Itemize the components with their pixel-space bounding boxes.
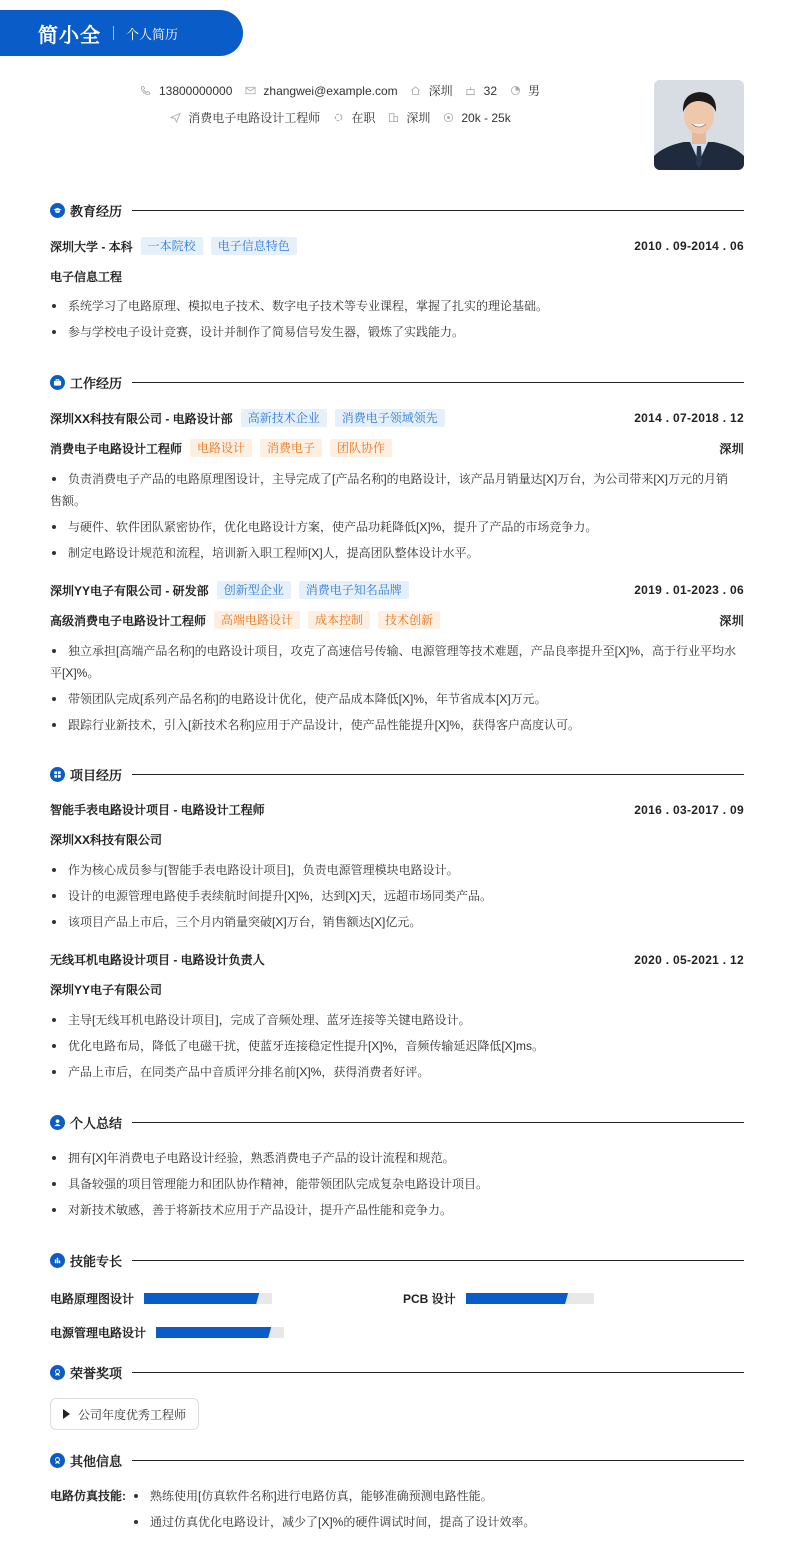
- contact-email: zhangwei@example.com: [244, 84, 397, 98]
- skill-bar: [156, 1327, 284, 1338]
- work-city: 深圳: [719, 441, 744, 456]
- school-name: 深圳大学 - 本科: [50, 239, 133, 254]
- section-education: 教育经历: [50, 201, 744, 220]
- section-summary: 个人总结: [50, 1113, 744, 1132]
- company-tag: 创新型企业: [217, 581, 291, 599]
- company-name: 深圳YY电子有限公司 - 研发部: [50, 583, 209, 598]
- project-1-company: [50, 831, 744, 848]
- section-divider: [132, 1122, 744, 1123]
- contact-gender: 男: [509, 82, 540, 99]
- work-2-bullets: [50, 638, 744, 738]
- project-2-header: [50, 951, 744, 968]
- education-header: [50, 237, 744, 255]
- contact-salary: 20k - 25k: [442, 111, 510, 125]
- section-divider: [132, 1460, 744, 1461]
- project-company: 深圳XX科技有限公司: [50, 833, 163, 847]
- other-label: 电路仿真技能:: [50, 1489, 126, 1503]
- work-2-header: [50, 581, 744, 599]
- briefcase-icon: [50, 375, 65, 390]
- education-bullets: [50, 293, 744, 345]
- list-item: 作为核心成员参与[智能手表电路设计项目]，负责电源管理模块电路设计。: [50, 857, 744, 883]
- award-icon: [50, 1365, 65, 1380]
- building-icon: [387, 112, 399, 124]
- skill-item: [403, 1290, 594, 1307]
- list-item: 主导[无线耳机电路设计项目]，完成了音频处理、蓝牙连接等关键电路设计。: [50, 1007, 744, 1033]
- bar-chart-icon: [50, 1253, 65, 1268]
- contact-work-city: 深圳: [387, 109, 430, 126]
- list-item: 产品上市后，在同类产品中音质评分排名前[X]%，获得消费者好评。: [50, 1059, 744, 1085]
- skill-bar: [466, 1293, 594, 1304]
- skill-bar: [144, 1293, 272, 1304]
- education-dates: 2010 . 09-2014 . 06: [634, 239, 744, 253]
- work-1-role: [50, 439, 744, 457]
- project-dates: 2020 . 05-2021 . 12: [634, 952, 744, 967]
- grid-icon: [50, 767, 65, 782]
- project-2-bullets: [50, 1007, 744, 1085]
- list-item: 优化电路布局，降低了电磁干扰，使蓝牙连接稳定性提升[X]%，音频传输延迟降低[X]ms。: [50, 1033, 744, 1059]
- project-1-header: [50, 801, 744, 818]
- list-item: 跟踪行业新技术，引入[新技术名称]应用于产品设计，使产品性能提升[X]%，获得客户高度认可。: [50, 712, 744, 738]
- education-major-row: [50, 268, 744, 285]
- work-1-bullets: [50, 466, 744, 566]
- section-awards: 荣誉奖项: [50, 1363, 744, 1382]
- avatar-photo: [654, 80, 744, 170]
- contact-row-1: [0, 82, 680, 99]
- contact-age: 32: [465, 84, 497, 98]
- status-icon: [332, 112, 344, 124]
- list-item: 与硬件、软件团队紧密协作，优化电路设计方案，使产品功耗降低[X]%，提升了产品的市场竞争力。: [50, 514, 744, 540]
- home-icon: [410, 85, 422, 97]
- triangle-right-icon: [63, 1409, 70, 1419]
- role-tag: 成本控制: [308, 611, 370, 629]
- info-icon: [50, 1453, 65, 1468]
- work-dates: 2019 . 01-2023 . 06: [634, 583, 744, 597]
- list-item: 参与学校电子设计竞赛，设计并制作了简易信号发生器，锻炼了实践能力。: [50, 319, 744, 345]
- salary-icon: [442, 112, 454, 124]
- skill-bar-fill: [156, 1327, 271, 1338]
- project-2-company: [50, 981, 744, 998]
- major: 电子信息工程: [50, 270, 123, 284]
- award-item: [50, 1398, 199, 1430]
- section-divider: [132, 774, 744, 775]
- contact-target-role: 消费电子电路设计工程师: [169, 109, 320, 126]
- school-tag: 电子信息特色: [211, 237, 297, 255]
- project-company: 深圳YY电子有限公司: [50, 983, 163, 997]
- contact-city: 深圳: [410, 82, 453, 99]
- role-tag: 高端电路设计: [214, 611, 300, 629]
- graduation-cap-icon: [50, 203, 65, 218]
- cake-icon: [465, 85, 477, 97]
- other-bullets: [132, 1483, 744, 1535]
- list-item: 设计的电源管理电路使手表续航时间提升[X]%，达到[X]天，远超市场同类产品。: [50, 883, 744, 909]
- contact-phone: 13800000000: [140, 84, 232, 98]
- company-tag: 消费电子领域领先: [335, 409, 445, 427]
- work-2-role: [50, 611, 744, 629]
- skill-item: [50, 1324, 284, 1341]
- section-divider: [132, 210, 744, 211]
- skill-name: 电源管理电路设计: [50, 1326, 147, 1340]
- job-title: 高级消费电子电路设计工程师: [50, 613, 207, 628]
- skill-item: [50, 1290, 272, 1307]
- divider: [113, 26, 114, 40]
- section-skills: 技能专长: [50, 1251, 744, 1270]
- candidate-name: 简小全: [38, 24, 101, 47]
- skill-name: PCB 设计: [403, 1292, 456, 1306]
- section-divider: [132, 382, 744, 383]
- section-projects: 项目经历: [50, 765, 744, 784]
- contact-status: 在职: [332, 109, 375, 126]
- header-banner: [0, 10, 243, 56]
- company-tag: 消费电子知名品牌: [299, 581, 409, 599]
- work-1-header: [50, 409, 744, 427]
- role-tag: 团队协作: [330, 439, 392, 457]
- skill-name: 电路原理图设计: [50, 1292, 135, 1306]
- list-item: 带领团队完成[系列产品名称]的电路设计优化，使产品成本降低[X]%，年节省成本[X]万元。: [50, 686, 744, 712]
- work-dates: 2014 . 07-2018 . 12: [634, 411, 744, 425]
- user-icon: [50, 1115, 65, 1130]
- school-tag: 一本院校: [141, 237, 203, 255]
- list-item: 拥有[X]年消费电子电路设计经验，熟悉消费电子产品的设计流程和规范。: [50, 1145, 744, 1171]
- list-item: 对新技术敏感，善于将新技术应用于产品设计，提升产品性能和竞争力。: [50, 1197, 744, 1223]
- list-item: 独立承担[高端产品名称]的电路设计项目，攻克了高速信号传输、电源管理等技术难题，产品良率提升至[X]%，高于行业平均水 平[X]%。: [50, 638, 744, 686]
- project-dates: 2016 . 03-2017 . 09: [634, 802, 744, 817]
- skill-bar-fill: [466, 1293, 568, 1304]
- phone-icon: [140, 85, 152, 97]
- list-item: 熟练使用[仿真软件名称]进行电路仿真，能够准确预测电路性能。: [132, 1483, 744, 1509]
- list-item: 该项目产品上市后，三个月内销量突破[X]万台，销售额达[X]亿元。: [50, 909, 744, 935]
- section-other: 其他信息: [50, 1451, 744, 1470]
- section-divider: [132, 1372, 744, 1373]
- company-tag: 高新技术企业: [241, 409, 327, 427]
- contact-row-2: [0, 109, 680, 126]
- project-title: 无线耳机电路设计项目 - 电路设计负责人: [50, 953, 265, 967]
- company-name: 深圳XX科技有限公司 - 电路设计部: [50, 411, 233, 426]
- list-item: 系统学习了电路原理、模拟电子技术、数字电子技术等专业课程，掌握了扎实的理论基础。: [50, 293, 744, 319]
- summary-bullets: [50, 1145, 744, 1223]
- work-city: 深圳: [719, 613, 744, 628]
- project-title: 智能手表电路设计项目 - 电路设计工程师: [50, 803, 265, 817]
- role-tag: 电路设计: [190, 439, 252, 457]
- gender-icon: [509, 85, 521, 97]
- resume-subtitle: 个人简历: [126, 26, 179, 42]
- role-tag: 技术创新: [378, 611, 440, 629]
- award-name: 公司年度优秀工程师: [78, 1407, 187, 1422]
- role-tag: 消费电子: [260, 439, 322, 457]
- list-item: 负责消费电子产品的电路原理图设计，主导完成了[产品名称]的电路设计，该产品月销量达[X]万台，为公司带来[X]万元的月销 售额。: [50, 466, 744, 514]
- project-1-bullets: [50, 857, 744, 935]
- list-item: 制定电路设计规范和流程，培训新入职工程师[X]人，提高团队整体设计水平。: [50, 540, 744, 566]
- job-title: 消费电子电路设计工程师: [50, 441, 183, 456]
- list-item: 通过仿真优化电路设计，减少了[X]%的硬件调试时间，提高了设计效率。: [132, 1509, 744, 1535]
- mail-icon: [244, 85, 256, 97]
- send-icon: [169, 112, 181, 124]
- skill-bar-fill: [144, 1293, 259, 1304]
- section-divider: [132, 1260, 744, 1261]
- list-item: 具备较强的项目管理能力和团队协作精神，能带领团队完成复杂电路设计项目。: [50, 1171, 744, 1197]
- section-work: 工作经历: [50, 373, 744, 392]
